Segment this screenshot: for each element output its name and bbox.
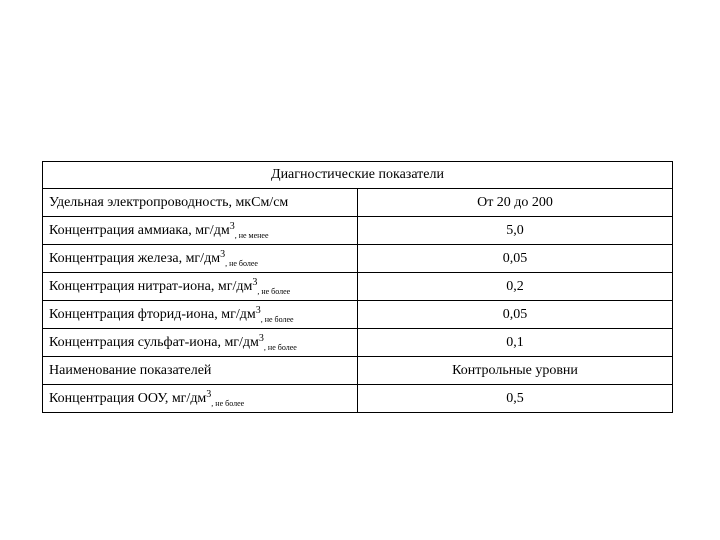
column-header-name: Наименование показателей	[43, 357, 358, 385]
table-row	[43, 189, 673, 217]
table-row	[43, 301, 673, 329]
indicator-name-cell	[43, 245, 358, 273]
indicator-name: Концентрация нитрат-иона, мг/дм	[49, 278, 253, 294]
indicator-value: От 20 до 200	[358, 189, 673, 217]
indicator-name-cell	[43, 385, 358, 413]
table-row	[43, 329, 673, 357]
table-row	[43, 245, 673, 273]
unit-exponent: 3	[229, 220, 235, 232]
indicator-name: Концентрация фторид-иона, мг/дм	[49, 306, 256, 322]
table-row	[43, 217, 673, 245]
indicator-name: Концентрация аммиака, мг/дм	[49, 222, 230, 238]
indicator-name-cell	[43, 301, 358, 329]
indicator-name: Удельная электропроводность, мкСм/см	[49, 194, 289, 210]
indicator-name: Концентрация ООУ, мг/дм	[49, 390, 207, 406]
limit-condition: , не менее	[234, 230, 269, 240]
unit-exponent: 3	[255, 304, 261, 316]
indicator-value: 0,05	[358, 301, 673, 329]
indicator-name-cell	[43, 217, 358, 245]
indicator-value: 0,05	[358, 245, 673, 273]
column-header-value: Контрольные уровни	[358, 357, 673, 385]
unit-exponent: 3	[220, 248, 226, 260]
table-header-row	[43, 357, 673, 385]
table-caption-row	[43, 162, 673, 189]
indicator-value: 5,0	[358, 217, 673, 245]
table-row	[43, 273, 673, 301]
indicator-name-cell	[43, 189, 358, 217]
limit-condition: , не более	[257, 286, 291, 296]
table-row	[43, 385, 673, 413]
limit-condition: , не более	[263, 342, 297, 352]
limit-condition: , не более	[225, 258, 258, 268]
unit-exponent: 3	[258, 332, 264, 344]
indicator-name: Концентрация сульфат-иона, мг/дм	[49, 334, 259, 350]
indicator-name-cell	[43, 329, 358, 357]
unit-exponent: 3	[206, 388, 212, 400]
indicator-value: 0,2	[358, 273, 673, 301]
indicator-value: 0,1	[358, 329, 673, 357]
indicator-value: 0,5	[358, 385, 673, 413]
indicator-name: Концентрация железа, мг/дм	[49, 250, 221, 266]
limit-condition: , не более	[260, 314, 294, 324]
indicators-table	[42, 161, 673, 413]
indicator-name-cell	[43, 273, 358, 301]
table-caption: Диагностические показатели	[43, 162, 673, 189]
unit-exponent: 3	[252, 276, 258, 288]
limit-condition: , не более	[211, 398, 245, 408]
